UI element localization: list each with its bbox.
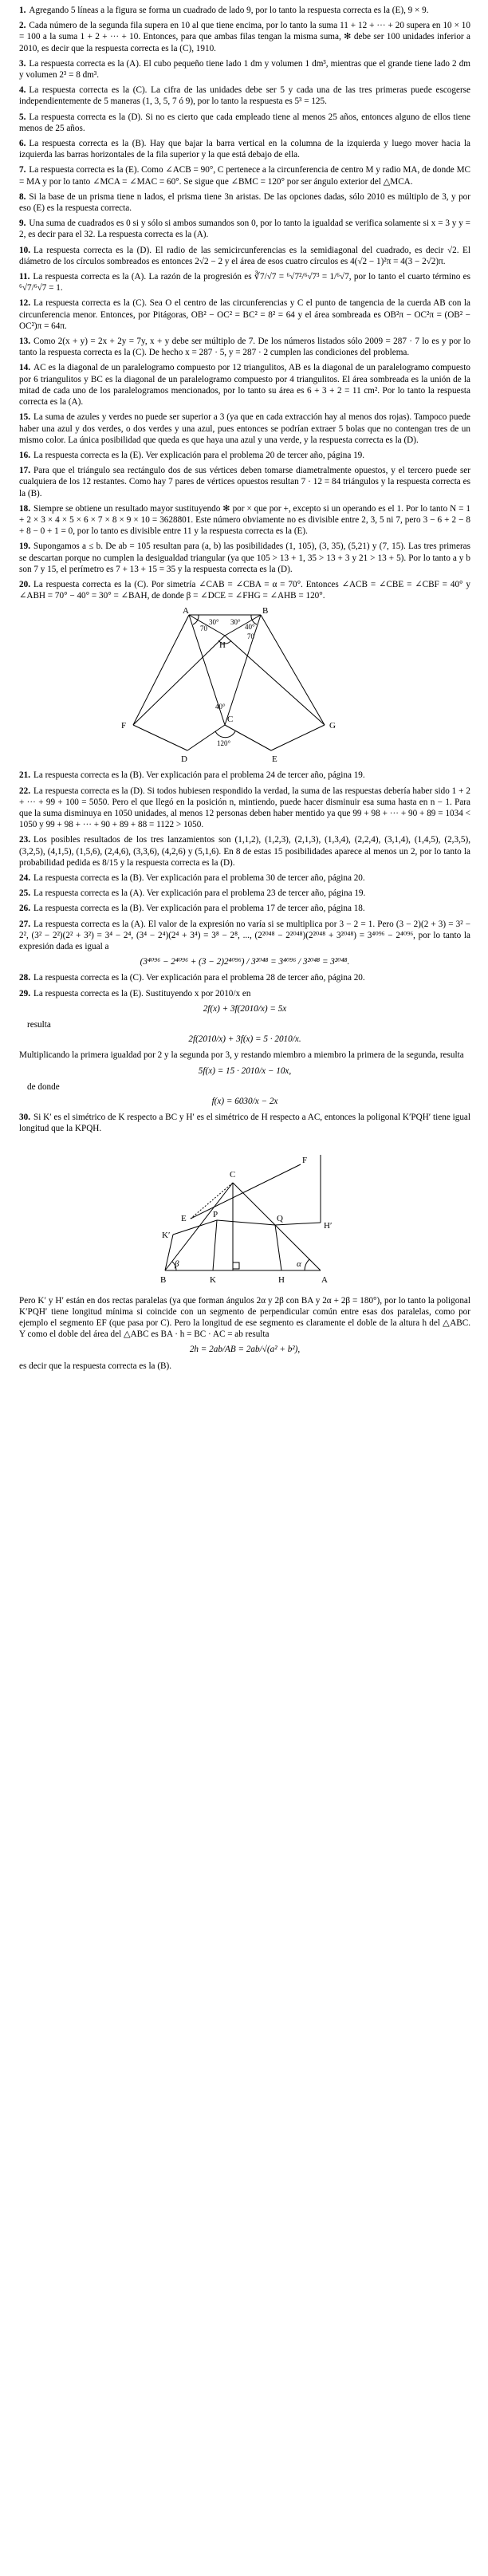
label-P: P xyxy=(213,1209,218,1219)
text-resulta: resulta xyxy=(27,1020,51,1030)
label-B: B xyxy=(160,1274,167,1285)
label-K2: K′ xyxy=(162,1230,171,1240)
solution-5 xyxy=(19,112,470,134)
label-H: H xyxy=(219,640,226,651)
solution-number: 15. xyxy=(19,412,30,423)
angle-120: 120° xyxy=(217,739,231,748)
solution-number: 27. xyxy=(19,919,30,929)
solution-number: 28. xyxy=(19,973,30,983)
right-angle-mark xyxy=(233,1262,239,1269)
solution-text: La suma de azules y verdes no puede ser superior a 3 (ya que en cada extracción hay al menos dos rojas). Tampoco puede haber una azul y dos verdes, o dos verdes y una azul, pues entonces se podrían extraer 5 bolas que no contengan tres de un mismo color. La única posibilidad que queda es que haya una azul y una verde, y la respuesta correcta es la (D). xyxy=(19,412,470,445)
figure-problem-20 xyxy=(85,605,404,765)
solution-text: La respuesta correcta es la (A). El valor de la expresión no varía si se multiplica por 3 − 2 = 1. Pero (3 − 2)(2 + 3) = 3² − 2², (3² − 2²)(2² + 3²) = 3⁴ − 2⁴, (3⁴ − 2⁴)(2⁴ + 3⁴) = 3⁸ − 2⁸, ..., (2²⁰⁴⁸ − 2²⁰⁴⁸)(2²⁰⁴⁸ + 3²⁰⁴⁸) = 3⁴⁰⁹⁶ − 2⁴⁰⁹⁶, por lo tanto la expresión dada es igual a xyxy=(19,919,470,951)
solution-text: Como 2(x + y) = 2x + 2y = 7y, x + y debe ser múltiplo de 7. De los números listados sólo 2009 = 287 · 7 lo es y por lo tanto la respuesta correcta es la (C). De hecho x = 287 · 5, y = 287 · 2 cumplen las condiciones del problema. xyxy=(19,337,470,358)
angle-40-lower: 40° xyxy=(215,703,226,711)
label-Q: Q xyxy=(277,1213,283,1223)
solution-text: Para que el triángulo sea rectángulo dos de sus vértices deben tomarse diametralmente opuestos, y el tercero puede ser cualquiera de los 12 restantes. Como hay 7 pares de vértices opuestos resultan 7 · 12 = 84 triángulos y la respuesta correcta es la (B). xyxy=(19,466,470,498)
solution-number: 24. xyxy=(19,872,30,883)
solution-number: 20. xyxy=(19,579,30,589)
solution-number: 18. xyxy=(19,503,30,514)
solution-7 xyxy=(19,164,470,187)
angle-30-right: 30° xyxy=(230,618,241,627)
solution-number: 3. xyxy=(19,58,26,69)
solution-text: Si K′ es el simétrico de K respecto a BC y H′ es el simétrico de H respecto a AC, entonces la poligonal K′PQH′ tiene igual longitud que la KPQH. xyxy=(19,1113,470,1134)
solution-4 xyxy=(19,85,470,107)
solution-text: La respuesta correcta es la (C). La cifra de las unidades debe ser 5 y cada una de las tres primeras puede escogerse independientemente de 5 maneras (1, 3, 5, 7 ó 9), por lo tanto la respuesta es 5³ = 125. xyxy=(19,85,470,107)
solution-text: La respuesta correcta es la (B). Ver explicación para el problema 24 de tercer año, página 19. xyxy=(33,770,365,781)
solution-3 xyxy=(19,58,470,81)
solution-27 xyxy=(19,919,470,953)
solution-text: La respuesta correcta es la (B). Ver explicación para el problema 17 de tercer año, página 18. xyxy=(33,904,365,914)
equation-29-4: f(x) = 6030/x − 2x xyxy=(211,1097,278,1107)
equation-29-2: 2f(2010/x) + 3f(x) = 5 · 2010/x. xyxy=(188,1034,301,1045)
seg-KP xyxy=(213,1220,217,1270)
label-F: F xyxy=(121,721,127,731)
solution-number: 1. xyxy=(19,6,26,15)
solution-17 xyxy=(19,465,470,499)
seg-BC xyxy=(165,1183,233,1270)
text-de-donde: de donde xyxy=(27,1081,60,1092)
solution-2 xyxy=(19,20,470,54)
text-30-conclusion: es decir que la respuesta correcta es la (B). xyxy=(19,1361,172,1371)
solution-number: 21. xyxy=(19,770,30,781)
solution-text: La respuesta correcta es la (A). La razón de la progresión es ∛7/√7 = ⁶√7²/⁶√7³ = 1/⁶√7, por lo tanto el cuarto término es ⁶√7/⁶√7 = 1. xyxy=(19,272,470,293)
solution-number: 30. xyxy=(19,1113,30,1123)
solution-number: 7. xyxy=(19,165,26,175)
equation-27: (3⁴⁰⁹⁶ − 2⁴⁰⁹⁶ + (3 − 2)2⁴⁰⁹⁶) / 3²⁰⁴⁸ = 3⁴⁰⁹⁶ / 3²⁰⁴⁸ = 3²⁰⁴⁸. xyxy=(140,957,350,967)
solution-15 xyxy=(19,412,470,446)
solution-number: 16. xyxy=(19,450,30,460)
solution-9 xyxy=(19,218,470,240)
solution-number: 8. xyxy=(19,191,26,202)
solution-number: 17. xyxy=(19,466,30,476)
solution-text: La respuesta correcta es la (C). Sea O el centro de las circunferencias y C el punto de tangencia de la cuerda AB con la circunferencia menor. Entonces, por Pitágoras, OB² − OC² = BC² = 8² = 64 y el área sombreada es OB²π − OC²π = (OB² − OC²)π = 64π. xyxy=(19,298,470,331)
solution-text: Agregando 5 líneas a la figura se forma un cuadrado de lado 9, por lo tanto la respuesta correcta es la (E), 9 × 9. xyxy=(29,6,429,15)
text-29-middle: Multiplicando la primera igualdad por 2 y la segunda por 3, y restando miembro a miembro la primera de la segunda, resulta xyxy=(19,1050,464,1061)
label-B: B xyxy=(262,606,269,616)
solution-10 xyxy=(19,245,470,267)
solution-number: 22. xyxy=(19,786,30,796)
solution-16 xyxy=(19,450,470,461)
solution-text: La respuesta correcta es la (A). Ver explicación para el problema 23 de tercer año, página 19. xyxy=(33,888,366,899)
solution-11 xyxy=(19,271,470,293)
solution-25 xyxy=(19,888,470,899)
label-alpha: α xyxy=(297,1258,301,1269)
solution-text: Cada número de la segunda fila supera en 10 al que tiene encima, por lo tanto la suma 11 + 12 + ··· + 20 supera en 10 × 10 = 100 a la suma 1 + 2 + ··· + 10. Entonces, para que ambas filas tengan la misma suma, ✻ debe ser 100 unidades inferior a 2010, es decir que la respuesta correcta es la (C), 1910. xyxy=(19,21,470,53)
solution-number: 13. xyxy=(19,337,30,347)
solution-18 xyxy=(19,503,470,538)
solution-24 xyxy=(19,872,470,884)
solution-text: La respuesta correcta es la (B). Hay que bajar la barra vertical en la columna de la izquierda y luego mover hacia la izquierda las barras horizontales de la fila superior y la que está debajo de ella. xyxy=(19,139,470,160)
solution-30 xyxy=(19,1112,470,1134)
solution-number: 10. xyxy=(19,245,30,255)
seg-EF xyxy=(191,1164,301,1219)
label-H2: H′ xyxy=(324,1220,333,1231)
label-E: E xyxy=(272,754,277,765)
solution-text: Siempre se obtiene un resultado mayor sustituyendo ✻ por × que por +, excepto si un operando es el 1. Por lo tanto N = 1 + 2 × 3 × 4 × 5 × 6 × 7 × 8 × 9 × 10 = 3628801. Este número obviamente no es divisible entre 2, 3, 5 ni 7, pero 3 − 6 + 2 − 8 + 8 − 0 + 1 = 0, por lo tanto es divisible entre 11 y la respuesta correcta es la (E). xyxy=(19,503,470,537)
solution-text: Los posibles resultados de los tres lanzamientos son (1,1,2), (1,2,3), (2,1,3), (1,3,4), (2,2,4), (3,1,4), (1,4,5), (2,3,5), (3,2,5), (4,1,5), (1,5,6), (2,4,6), (3,3,6), (4,2,6) y (5,1,6). En 8 de estas 15 posibilidades aparece al menos un 2, por lo tanto la probabilidad pedida es 8/15 y la respuesta correcta es la (D). xyxy=(19,835,470,868)
seg-FD xyxy=(133,725,187,750)
solution-19 xyxy=(19,541,470,575)
solution-text: La respuesta correcta es la (B). Ver explicación para el problema 30 de tercer año, página 20. xyxy=(33,872,365,883)
label-A: A xyxy=(321,1274,328,1285)
seg-BC xyxy=(225,615,261,725)
solution-number: 29. xyxy=(19,988,30,998)
seg-QH xyxy=(275,1225,281,1270)
solution-20 xyxy=(19,579,470,601)
solution-22 xyxy=(19,786,470,831)
solution-text: La respuesta correcta es la (C). Por simetría ∠CAB = ∠CBA = α = 70°. Entonces ∠ACB = ∠CBE = ∠CBF = 40° y ∠ABH = 70° − 40° = 30° = ∠BAH, de donde β = ∠DCE = ∠FHG = ∠AHB = 120°. xyxy=(19,579,470,601)
angle-40-upper: 40° xyxy=(245,623,255,632)
solution-text: La respuesta correcta es la (D). El radio de las semicircunferencias es la semidiagonal del cuadrado, es decir √2. El diámetro de los círculos sombreados es entonces 2√2 − 2 y el área de esos cuatro círculos es 4(√2 − 1)²π = 4(3 − 2√2)π. xyxy=(19,245,470,266)
label-A: A xyxy=(183,606,189,616)
solution-12 xyxy=(19,297,470,332)
solution-text: AC es la diagonal de un paralelogramo compuesto por 12 triangulitos, AB es la diagonal de un paralelogramo compuesto por 6 triangulitos y BC es la diagonal de un paralelogramo compuesto por 4 triangulitos. El área sombreada es la unión de la mitad de cada uno de los paralelogramos mencionados, por lo tanto su área es 6 + 3 + 2 = 11 cm². Por lo tanto la respuesta correcta es la (A). xyxy=(19,363,470,408)
solution-text: La respuesta correcta es la (A). El cubo pequeño tiene lado 1 dm y volumen 1 dm³, mientras que el grande tiene lado 2 dm y volumen 2³ = 8 dm³. xyxy=(19,58,470,81)
solution-number: 2. xyxy=(19,21,26,31)
solution-number: 4. xyxy=(19,85,26,96)
equation-29-3: 5f(x) = 15 · 2010/x − 10x, xyxy=(198,1065,292,1076)
angle-70-right: 70 xyxy=(247,632,254,641)
label-H: H xyxy=(278,1274,285,1285)
solution-text: La respuesta correcta es la (E). Ver explicación para el problema 20 de tercer año, página 19. xyxy=(33,450,365,460)
seg-BG xyxy=(261,615,325,725)
label-E: E xyxy=(181,1213,187,1223)
angle-70-left: 70 xyxy=(200,624,207,633)
arc-angle-C xyxy=(215,731,235,738)
solution-13 xyxy=(19,336,470,358)
solution-26 xyxy=(19,903,470,914)
arc-alpha xyxy=(305,1259,309,1270)
solution-number: 5. xyxy=(19,112,26,122)
solution-text: Si la base de un prisma tiene n lados, el prisma tiene 3n aristas. De las opciones dadas, sólo 2010 es múltiplo de 3, y por eso (E) es la respuesta correcta. xyxy=(19,191,470,214)
label-C: C xyxy=(230,1169,236,1180)
solution-number: 6. xyxy=(19,139,26,149)
seg-GE xyxy=(271,725,325,750)
label-K: K xyxy=(210,1274,216,1285)
label-F: F xyxy=(302,1155,308,1165)
seg-PQ xyxy=(217,1220,275,1225)
solution-number: 14. xyxy=(19,363,30,373)
solution-8 xyxy=(19,191,470,214)
label-beta: β xyxy=(175,1258,179,1269)
solution-text: La respuesta correcta es la (C). Ver explicación para el problema 28 de tercer año, página 20. xyxy=(33,973,365,983)
text-30-part2: Pero K′ y H′ están en dos rectas paralelas (ya que forman ángulos 2α y 2β con BA y 2α + 2β = 180°), por lo tanto la poligonal K′PQH′ tiene longitud mínima si coincide con un segmento de perpendicular común entre esas dos paralelas, como por ejemplo el segmento EF (que pasa por C). Pero la longitud de ese segmento es claramente el doble de la altura h del △ABC. Y como el doble del área del △ABC es BA · h = BC · AC = ab resulta xyxy=(19,1295,470,1340)
solution-number: 23. xyxy=(19,835,30,845)
seg-AF xyxy=(133,615,189,725)
equation-29-1: 2f(x) + 3f(2010/x) = 5x xyxy=(203,1003,287,1014)
figure-problem-30 xyxy=(141,1139,348,1290)
seg-HF xyxy=(133,636,225,725)
solution-21 xyxy=(19,770,470,781)
seg-CA xyxy=(233,1183,321,1270)
solution-number: 9. xyxy=(19,219,26,229)
label-D: D xyxy=(181,754,187,765)
solution-1 xyxy=(19,5,470,16)
solution-number: 19. xyxy=(19,542,30,552)
solution-28 xyxy=(19,972,470,983)
solution-text: Una suma de cuadrados es 0 si y sólo si ambos sumandos son 0, por lo tanto la igualdad se verifica solamente si x = 3 y y = 2, es decir para el 32. La respuesta correcta es la (A). xyxy=(19,219,470,240)
solution-14 xyxy=(19,362,470,408)
solution-number: 26. xyxy=(19,904,30,914)
label-G: G xyxy=(329,721,336,731)
solution-23 xyxy=(19,834,470,869)
angle-30-left: 30° xyxy=(209,618,219,627)
solution-text: La respuesta correcta es la (E). Como ∠ACB = 90°, C pertenece a la circunferencia de centro M y radio MA, de donde MC = MA y por lo tanto ∠MCA = ∠MAC = 60°. Se sigue que ∠BMC = 120° por ser ángulo exterior del △MCA. xyxy=(19,165,470,187)
solution-6 xyxy=(19,138,470,160)
equation-30: 2h = 2ab/AB = 2ab/√(a² + b²), xyxy=(189,1345,301,1355)
solution-number: 12. xyxy=(19,298,30,309)
solution-text: Supongamos a ≤ b. De ab = 105 resultan para (a, b) las posibilidades (1, 105), (3, 35), (5,21) y (7, 15). Las tres primeras se descartan porque no cumplen la desigualdad triangular (ya que 105 > 13 + 1, 35 > 13 + 3 y 21 > 13 + 5). Por lo tanto a y b son 7 y 15, el perímetro es 7 + 13 + 15 = 35 y la respuesta correcta es la (D). xyxy=(19,542,470,574)
solution-text: La respuesta correcta es la (E). Sustituyendo x por 2010/x en xyxy=(33,988,251,998)
solution-text: La respuesta correcta es la (D). Si no es cierto que cada empleado tiene al menos 25 años, entonces alguno de ellos tiene menos de 25 años. xyxy=(19,112,470,133)
arc-angle-A xyxy=(193,615,199,624)
solution-number: 11. xyxy=(19,272,30,282)
seg-K2-P xyxy=(173,1220,217,1235)
solution-29 xyxy=(19,988,470,999)
solution-number: 25. xyxy=(19,888,30,899)
solution-text: La respuesta correcta es la (D). Si todos hubiesen respondido la verdad, la suma de las respuestas debería haber sido 1 + 2 + ··· + 99 + 100 = 5050. Pero el que llegó en la posición n, mintiendo, puede hacer disminuir esa suma hasta en n − 1. Para que la suma disminuya en 1050 unidades, al menos 12 personas deben haber mentido ya que 99 + 98 + ··· + 90 + 89 = 1034 < 1050 y 99 + 98 + ··· + 90 + 89 + 88 = 1122 > 1050. xyxy=(19,786,470,830)
seg-CE xyxy=(225,725,271,750)
label-C: C xyxy=(227,715,234,725)
